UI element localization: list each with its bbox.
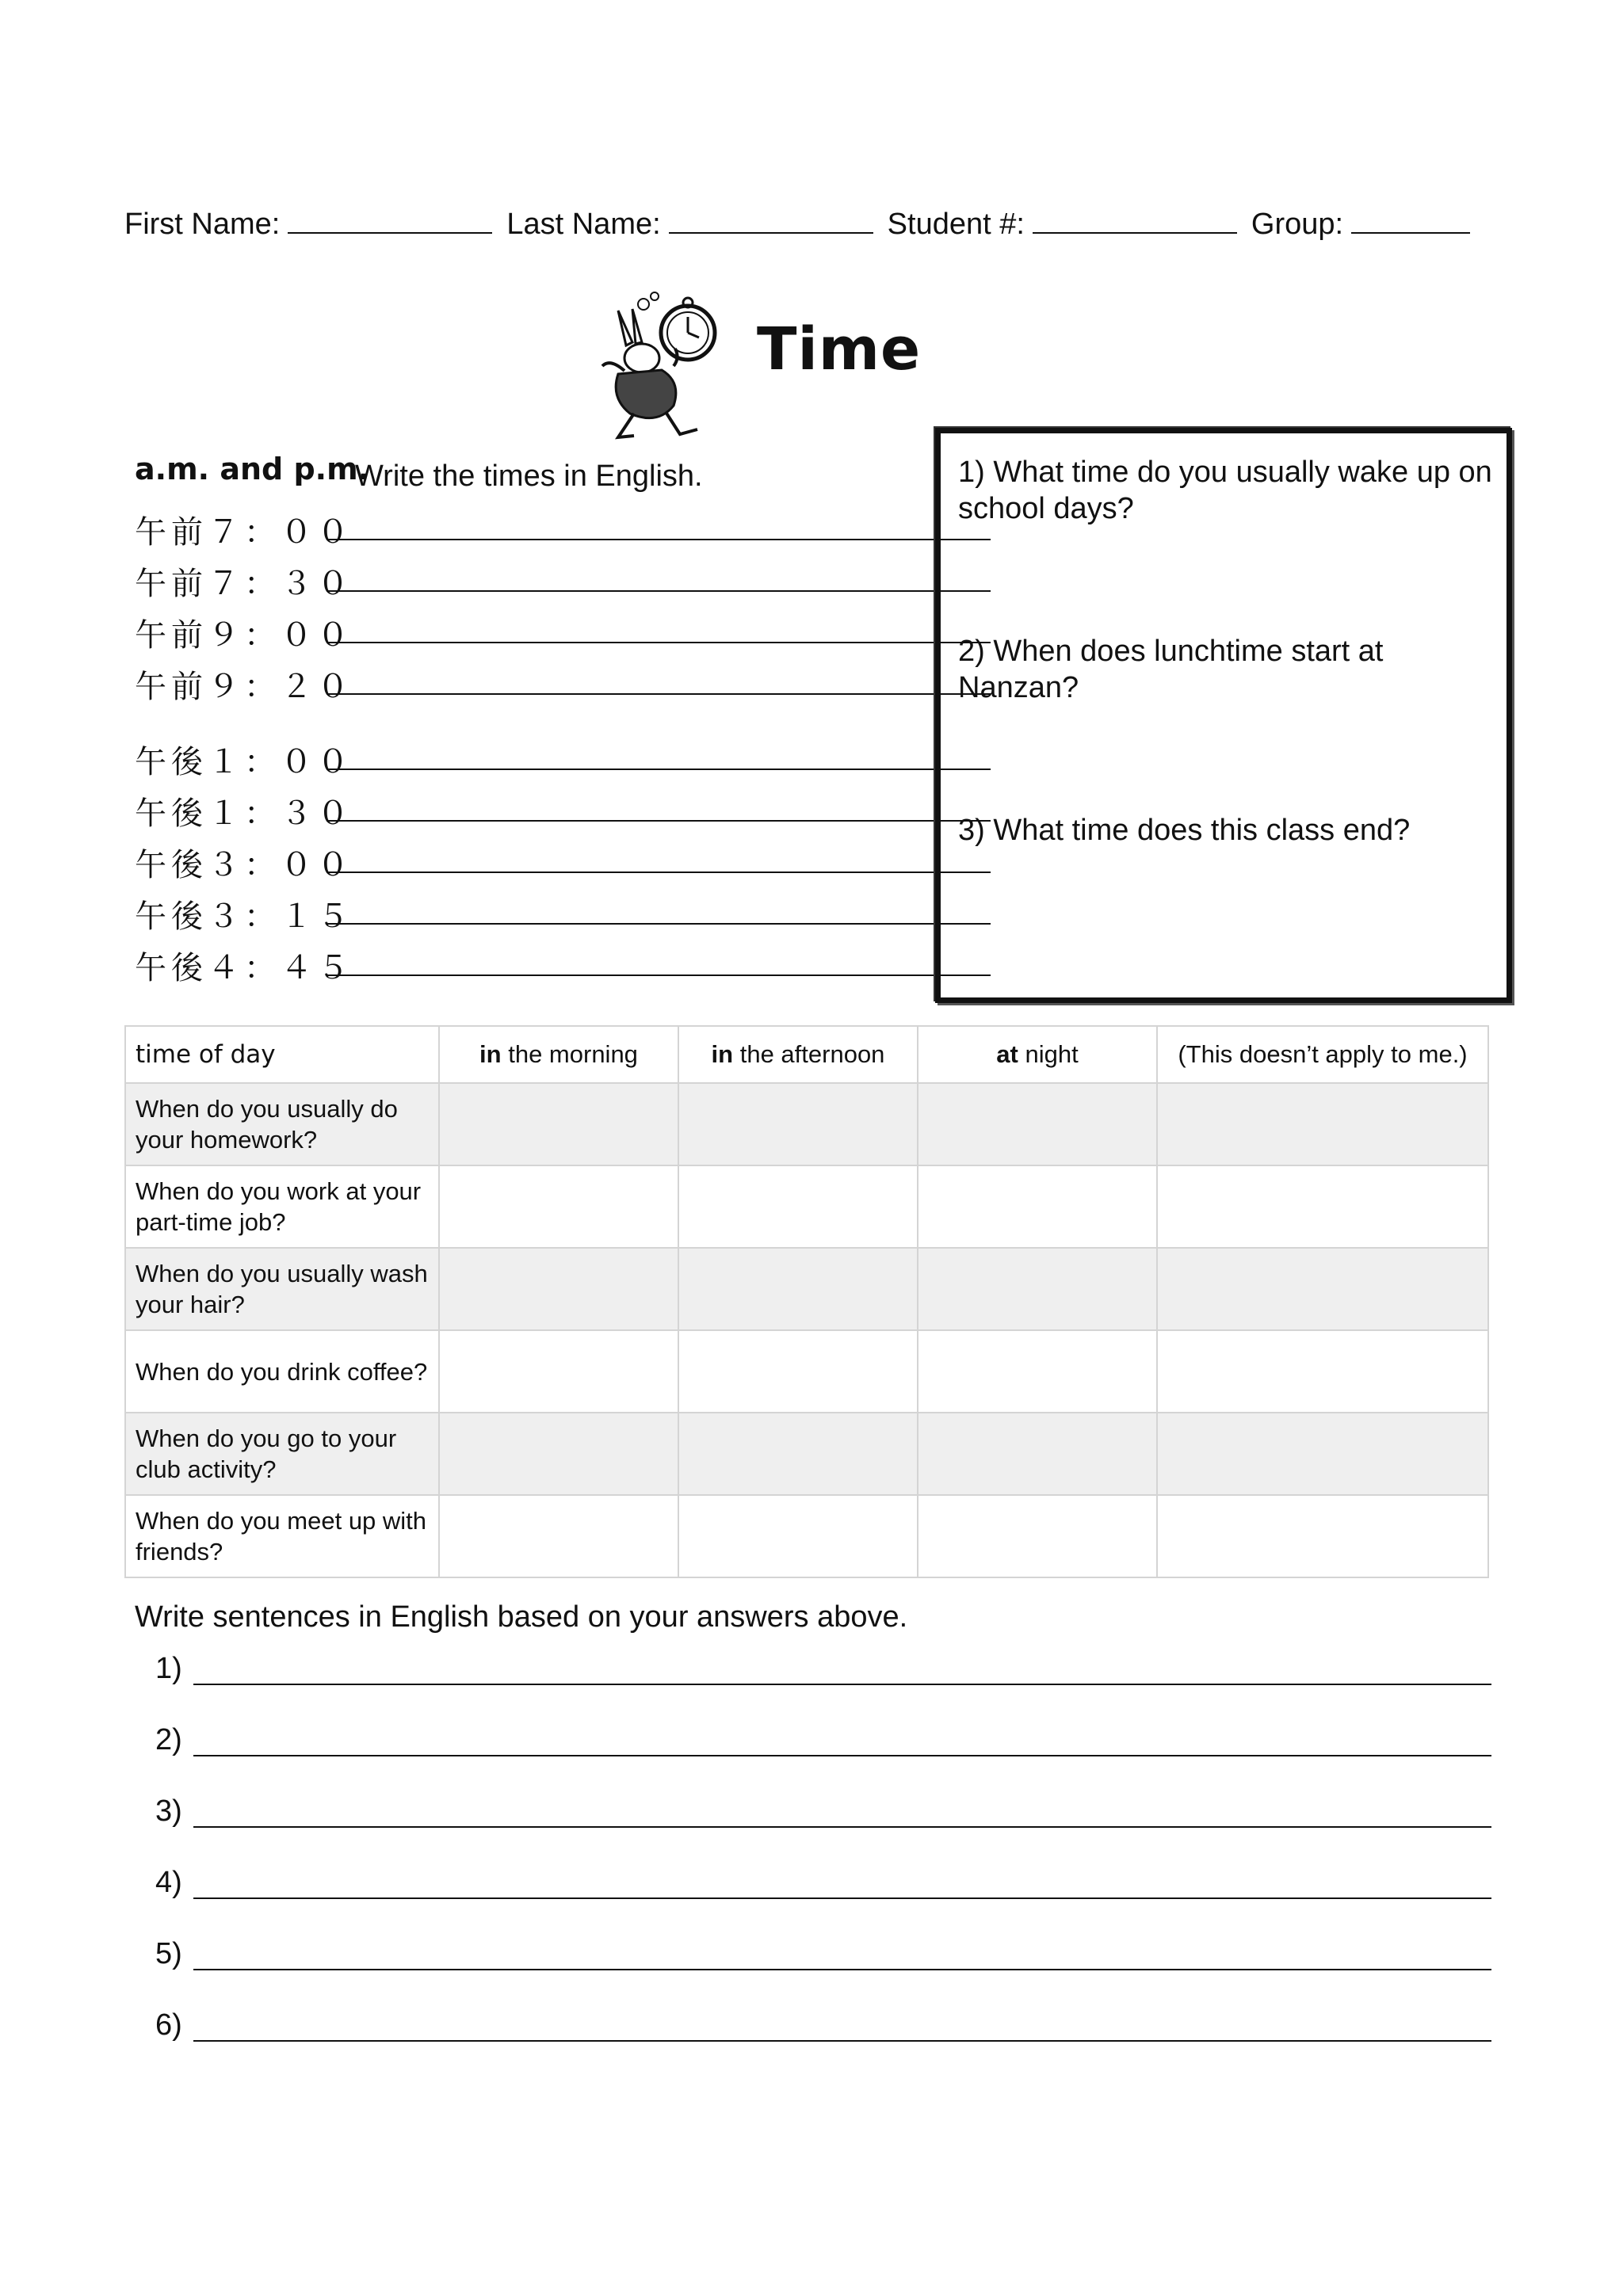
answer-cell[interactable] — [678, 1165, 918, 1248]
answer-cell[interactable] — [439, 1495, 678, 1577]
time-label: 午前７：００ — [135, 514, 353, 551]
page-title: Time — [757, 315, 922, 383]
last-name-field[interactable] — [669, 208, 873, 234]
time-label: 午後４：４５ — [135, 950, 353, 986]
answer-cell[interactable] — [1157, 1165, 1488, 1248]
answer-cell[interactable] — [439, 1248, 678, 1330]
answer-cell[interactable] — [678, 1248, 918, 1330]
answer-cell[interactable] — [918, 1165, 1157, 1248]
sentence-answer-line[interactable] — [193, 1969, 1491, 1970]
answer-cell[interactable] — [439, 1083, 678, 1165]
afternoon-header: in the afternoon — [678, 1026, 918, 1083]
table-header-row — [125, 1026, 1488, 1083]
time-row — [135, 788, 864, 831]
answer-line[interactable] — [327, 590, 991, 592]
answer-cell[interactable] — [918, 1248, 1157, 1330]
answer-line[interactable] — [327, 871, 991, 873]
time-label: 午前９：２０ — [135, 669, 353, 705]
table-row — [125, 1248, 1488, 1330]
answer-cell[interactable] — [1157, 1413, 1488, 1495]
table-row — [125, 1413, 1488, 1495]
first-name-label: First Name: — [124, 208, 281, 241]
answer-cell[interactable] — [918, 1083, 1157, 1165]
answer-cell[interactable] — [439, 1165, 678, 1248]
ampm-instruction: Write the times in English. — [355, 460, 703, 493]
answer-line[interactable] — [327, 820, 991, 822]
student-number-label: Student #: — [887, 208, 1025, 241]
student-info-header — [124, 208, 1470, 242]
answer-cell[interactable] — [918, 1330, 1157, 1413]
ampm-heading: a.m. and p.m. — [135, 452, 370, 486]
time-label: 午後１：３０ — [135, 795, 353, 832]
answer-cell[interactable] — [918, 1495, 1157, 1577]
sentence-answer-line[interactable] — [193, 1684, 1491, 1685]
time-label: 午前７：３０ — [135, 566, 353, 602]
morning-header: in the morning — [439, 1026, 678, 1083]
table-row — [125, 1083, 1488, 1165]
sentence-row — [155, 1723, 1491, 1771]
sentence-number: 1) — [155, 1652, 182, 1685]
table-row — [125, 1330, 1488, 1413]
answer-cell[interactable] — [678, 1083, 918, 1165]
time-of-day-table — [124, 1025, 1489, 1578]
sentence-row — [155, 2008, 1491, 2056]
answer-cell[interactable] — [439, 1330, 678, 1413]
answer-line[interactable] — [327, 923, 991, 925]
time-row — [135, 891, 864, 934]
row-question: When do you usually do your homework? — [125, 1083, 439, 1165]
sentences-instruction: Write sentences in English based on your answers above. — [135, 1600, 908, 1634]
sentence-answer-line[interactable] — [193, 1897, 1491, 1899]
time-row — [135, 943, 864, 986]
sentence-number: 5) — [155, 1937, 182, 1970]
time-row — [135, 737, 864, 780]
time-label: 午前９：００ — [135, 617, 353, 654]
first-name-field[interactable] — [288, 208, 492, 234]
sentence-number: 3) — [155, 1794, 182, 1828]
time-label: 午後１：００ — [135, 744, 353, 780]
time-row — [135, 559, 864, 601]
answer-cell[interactable] — [678, 1330, 918, 1413]
answer-cell[interactable] — [678, 1495, 918, 1577]
question-3: 3) What time does this class end? — [958, 814, 1411, 847]
sentence-row — [155, 1794, 1491, 1842]
sentence-row — [155, 1652, 1491, 1699]
answer-line[interactable] — [327, 974, 991, 976]
answer-line[interactable] — [327, 642, 991, 643]
row-question: When do you work at your part-time job? — [125, 1165, 439, 1248]
answer-line[interactable] — [327, 769, 991, 770]
answer-cell[interactable] — [1157, 1330, 1488, 1413]
time-row — [135, 507, 864, 550]
time-label: 午後３：１５ — [135, 898, 353, 935]
answer-cell[interactable] — [918, 1413, 1157, 1495]
sentence-number: 4) — [155, 1866, 182, 1899]
time-row — [135, 840, 864, 883]
time-row — [135, 662, 864, 704]
sentence-answer-line[interactable] — [193, 1826, 1491, 1828]
time-of-day-header: time of day — [125, 1026, 439, 1083]
row-question: When do you usually wash your hair? — [125, 1248, 439, 1330]
time-label: 午後３：００ — [135, 847, 353, 883]
night-header: at night — [918, 1026, 1157, 1083]
not-applicable-header: (This doesn’t apply to me.) — [1157, 1026, 1488, 1083]
table-row — [125, 1495, 1488, 1577]
answer-line[interactable] — [327, 693, 991, 695]
group-field[interactable] — [1351, 208, 1470, 234]
time-row — [135, 610, 864, 653]
sentence-number: 2) — [155, 1723, 182, 1756]
row-question: When do you meet up with friends? — [125, 1495, 439, 1577]
student-number-field[interactable] — [1033, 208, 1237, 234]
answer-cell[interactable] — [1157, 1248, 1488, 1330]
sentence-row — [155, 1866, 1491, 1913]
answer-cell[interactable] — [1157, 1495, 1488, 1577]
question-1: 1) What time do you usually wake up on school days? — [958, 456, 1492, 525]
sentence-answer-line[interactable] — [193, 2040, 1491, 2042]
group-label: Group: — [1251, 208, 1344, 241]
questions-box — [935, 428, 1512, 1003]
sentence-answer-line[interactable] — [193, 1755, 1491, 1756]
answer-cell[interactable] — [1157, 1083, 1488, 1165]
table-row — [125, 1165, 1488, 1248]
row-question: When do you drink coffee? — [125, 1330, 439, 1413]
row-question: When do you go to your club activity? — [125, 1413, 439, 1495]
answer-cell[interactable] — [678, 1413, 918, 1495]
answer-cell[interactable] — [439, 1413, 678, 1495]
rabbit-pocketwatch-illustration — [586, 287, 729, 445]
question-2: 2) When does lunchtime start at Nanzan? — [958, 635, 1384, 704]
answer-line[interactable] — [327, 539, 991, 540]
sentence-row — [155, 1937, 1491, 1985]
sentence-number: 6) — [155, 2008, 182, 2042]
last-name-label: Last Name: — [506, 208, 661, 241]
